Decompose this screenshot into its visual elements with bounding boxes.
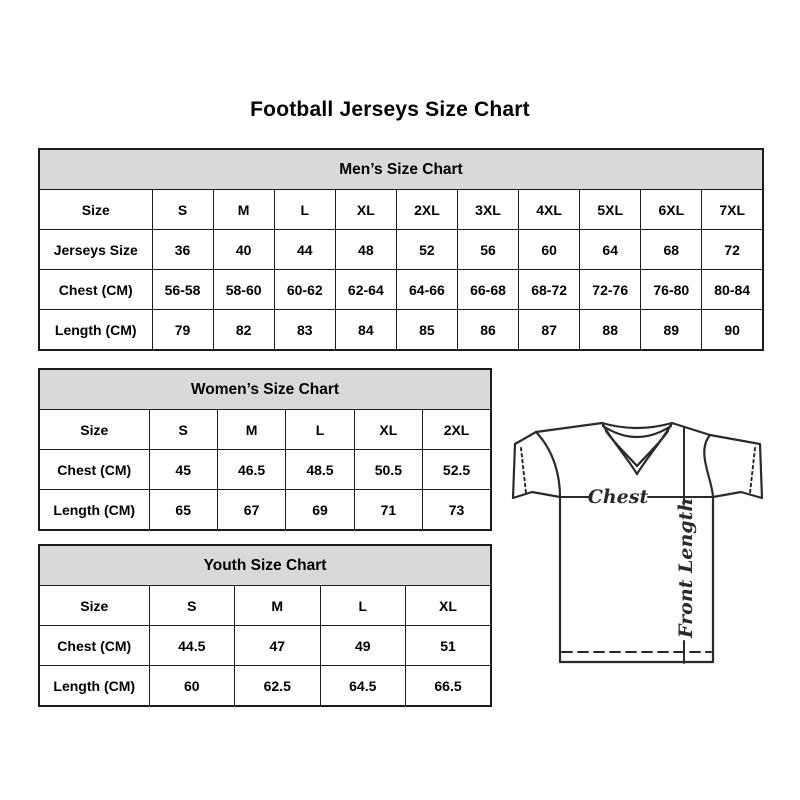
data-cell: 85 <box>396 310 457 351</box>
size-table <box>38 544 492 707</box>
data-cell: 80-84 <box>702 270 763 310</box>
row-label-cell: Length (CM) <box>39 666 149 707</box>
data-cell: 68 <box>641 230 702 270</box>
data-cell: 48 <box>335 230 396 270</box>
data-cell: 86 <box>457 310 518 351</box>
data-cell: 64 <box>580 230 641 270</box>
data-cell: 3XL <box>457 190 518 230</box>
data-cell: 89 <box>641 310 702 351</box>
data-cell: 68-72 <box>519 270 580 310</box>
table-section-title: Women’s Size Chart <box>39 369 491 410</box>
data-cell: 45 <box>149 450 217 490</box>
size-table <box>38 368 492 531</box>
womens-size-table <box>38 368 492 531</box>
row-label-cell: Length (CM) <box>39 490 149 531</box>
size-table <box>38 148 764 351</box>
data-cell: S <box>152 190 213 230</box>
data-cell: 46.5 <box>217 450 285 490</box>
data-cell: XL <box>354 410 422 450</box>
table-row <box>39 310 763 351</box>
data-cell: S <box>149 586 235 626</box>
row-label-cell: Chest (CM) <box>39 450 149 490</box>
row-label-cell: Jerseys Size <box>39 230 152 270</box>
data-cell: 50.5 <box>354 450 422 490</box>
row-label-cell: Size <box>39 410 149 450</box>
data-cell: 60-62 <box>274 270 335 310</box>
table-row <box>39 230 763 270</box>
data-cell: M <box>235 586 321 626</box>
data-cell: 84 <box>335 310 396 351</box>
row-label-cell: Chest (CM) <box>39 626 149 666</box>
chest-label: Chest <box>587 486 649 508</box>
table-row <box>39 490 491 531</box>
data-cell: 7XL <box>702 190 763 230</box>
data-cell: S <box>149 410 217 450</box>
data-cell: 44 <box>274 230 335 270</box>
data-cell: 49 <box>320 626 406 666</box>
data-cell: 56 <box>457 230 518 270</box>
table-row <box>39 626 491 666</box>
data-cell: 64.5 <box>320 666 406 707</box>
data-cell: M <box>213 190 274 230</box>
data-cell: 56-58 <box>152 270 213 310</box>
jersey-measurement-diagram <box>500 400 780 680</box>
youth-size-table <box>38 544 492 707</box>
row-label-cell: Chest (CM) <box>39 270 152 310</box>
data-cell: 90 <box>702 310 763 351</box>
data-cell: 2XL <box>423 410 491 450</box>
data-cell: M <box>217 410 285 450</box>
data-cell: 52.5 <box>423 450 491 490</box>
table-row <box>39 270 763 310</box>
data-cell: L <box>320 586 406 626</box>
data-cell: 76-80 <box>641 270 702 310</box>
data-cell: 87 <box>519 310 580 351</box>
row-label-cell: Length (CM) <box>39 310 152 351</box>
data-cell: 60 <box>519 230 580 270</box>
data-cell: L <box>274 190 335 230</box>
data-cell: 65 <box>149 490 217 531</box>
data-cell: XL <box>335 190 396 230</box>
data-cell: 83 <box>274 310 335 351</box>
data-cell: 64-66 <box>396 270 457 310</box>
data-cell: XL <box>406 586 492 626</box>
table-row <box>39 586 491 626</box>
data-cell: 4XL <box>519 190 580 230</box>
front-length-label: Front Length <box>675 497 697 638</box>
data-cell: 6XL <box>641 190 702 230</box>
data-cell: 47 <box>235 626 321 666</box>
data-cell: L <box>286 410 354 450</box>
data-cell: 82 <box>213 310 274 351</box>
row-label-cell: Size <box>39 586 149 626</box>
data-cell: 62-64 <box>335 270 396 310</box>
data-cell: 79 <box>152 310 213 351</box>
jersey-outline <box>513 423 762 662</box>
data-cell: 2XL <box>396 190 457 230</box>
table-row <box>39 410 491 450</box>
data-cell: 48.5 <box>286 450 354 490</box>
table-section-title: Youth Size Chart <box>39 545 491 586</box>
data-cell: 60 <box>149 666 235 707</box>
row-label-cell: Size <box>39 190 152 230</box>
data-cell: 72 <box>702 230 763 270</box>
data-cell: 52 <box>396 230 457 270</box>
data-cell: 69 <box>286 490 354 531</box>
page-title: Football Jerseys Size Chart <box>250 98 530 121</box>
mens-size-table <box>38 148 764 351</box>
table-section-title: Men’s Size Chart <box>39 149 763 190</box>
data-cell: 5XL <box>580 190 641 230</box>
data-cell: 44.5 <box>149 626 235 666</box>
table-row <box>39 666 491 707</box>
data-cell: 36 <box>152 230 213 270</box>
data-cell: 58-60 <box>213 270 274 310</box>
table-row <box>39 190 763 230</box>
data-cell: 88 <box>580 310 641 351</box>
data-cell: 67 <box>217 490 285 531</box>
data-cell: 66-68 <box>457 270 518 310</box>
data-cell: 71 <box>354 490 422 531</box>
data-cell: 66.5 <box>406 666 492 707</box>
data-cell: 62.5 <box>235 666 321 707</box>
table-row <box>39 450 491 490</box>
data-cell: 72-76 <box>580 270 641 310</box>
data-cell: 51 <box>406 626 492 666</box>
data-cell: 73 <box>423 490 491 531</box>
data-cell: 40 <box>213 230 274 270</box>
